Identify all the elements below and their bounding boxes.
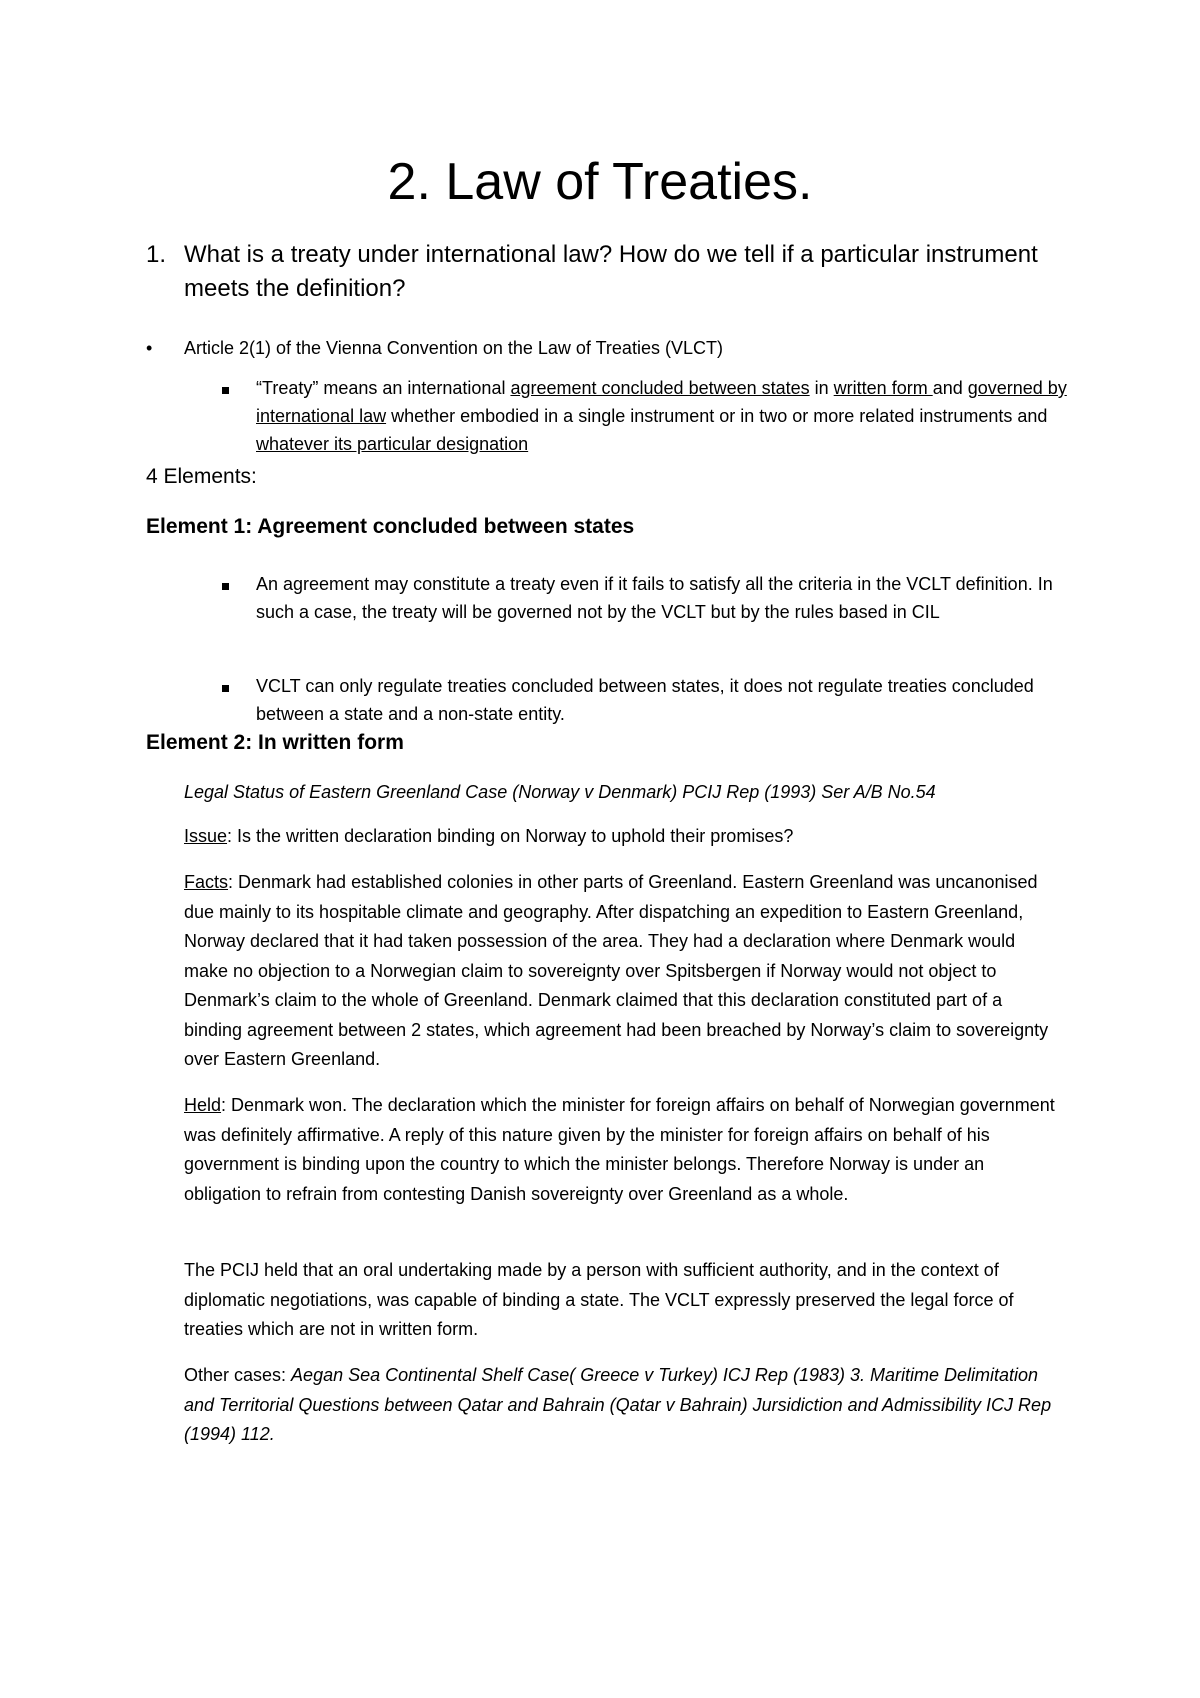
definition-text-3: and [932, 378, 968, 398]
element1-bullet-2: VCLT can only regulate treaties concluded between states, it does not regulate treaties concluded between a state and a non-state entity. [256, 676, 1034, 724]
pcij-paragraph: The PCIJ held that an oral undertaking made by a person with sufficient authority, and in the context of diplomatic negotiations, was capable of binding a state. The VCLT expressly preserved the legal force of treaties which are not in written form. [184, 1260, 1014, 1339]
definition-text-1: “Treaty” means an international [256, 378, 511, 398]
definition-underlined-4: whatever its particular designation [256, 434, 529, 454]
square-bullet-icon [222, 685, 229, 692]
case-title: Legal Status of Eastern Greenland Case (Norway v Denmark) PCIJ Rep (1993) Ser A/B No.54 [184, 782, 936, 802]
element2-heading: Element 2: In written form [146, 731, 404, 754]
element1-bullet-1: An agreement may constitute a treaty even if it fails to satisfy all the criteria in the VCLT definition. In such a case, the treaty will be governed not by the VCLT but by the rules based in CIL [256, 574, 1053, 622]
question-number: 1. [146, 241, 167, 268]
square-bullet-icon [222, 387, 229, 394]
held-label: Held [184, 1095, 222, 1115]
held-text: : Denmark won. The declaration which the minister for foreign affairs on behalf of Norwegian government was definitely affirmative. A reply of this nature given by the minister for foreign affairs on behalf of his government is binding upon the country to which the minister belongs. Therefore Norway is under an obligation to refrain from contesting Danish sovereignty over Greenland as a whole. [184, 1095, 1055, 1204]
other-cases-label: Other cases: [184, 1365, 292, 1385]
issue-paragraph [184, 822, 1064, 852]
article-bullet-text: Article 2(1) of the Vienna Convention on the Law of Treaties (VLCT) [184, 338, 723, 358]
question-text: What is a treaty under international law? How do we tell if a particular instrument meets the definition? [184, 241, 1038, 302]
bullet-icon: • [146, 338, 153, 358]
page-title: 2. Law of Treaties. [387, 153, 813, 211]
square-bullet-icon [222, 583, 229, 590]
definition-underlined-2: written form [833, 378, 933, 398]
element1-heading: Element 1: Agreement concluded between states [146, 515, 635, 538]
treaty-definition [256, 374, 1086, 458]
definition-underlined-3: governed by international law [256, 378, 1067, 426]
facts-label: Facts [184, 872, 229, 892]
elements-heading: 4 Elements: [146, 465, 257, 488]
definition-text-2: in [809, 378, 834, 398]
other-cases-paragraph [184, 1361, 1064, 1450]
definition-underlined-1: agreement concluded between states [510, 378, 810, 398]
definition-text-4: whether embodied in a single instrument or in two or more related instruments and [386, 406, 1048, 426]
facts-paragraph [184, 868, 1064, 1075]
other-cases-text: Aegan Sea Continental Shelf Case( Greece v Turkey) ICJ Rep (1983) 3. Maritime Delimitation and Territorial Questions between Qatar and Bahrain (Qatar v Bahrain) Jursidiction and Admissibility ICJ Rep (1994) 112. [184, 1365, 1052, 1444]
issue-label: Issue [184, 826, 228, 846]
held-paragraph [184, 1091, 1064, 1209]
issue-text: : Is the written declaration binding on Norway to uphold their promises? [227, 826, 794, 846]
facts-text: : Denmark had established colonies in other parts of Greenland. Eastern Greenland was uncanonised due mainly to its hospitable climate and geography. After dispatching an expedition to Eastern Greenland, Norway declared that it had taken possession of the area. They had a declaration where Denmark would make no objection to a Norwegian claim to sovereignty over Spitsbergen if Norway would not object to Denmark’s claim to the whole of Greenland. Denmark claimed that this declaration constituted part of a binding agreement between 2 states, which agreement had been breached by Norway’s claim to sovereignty over Eastern Greenland. [184, 872, 1049, 1069]
